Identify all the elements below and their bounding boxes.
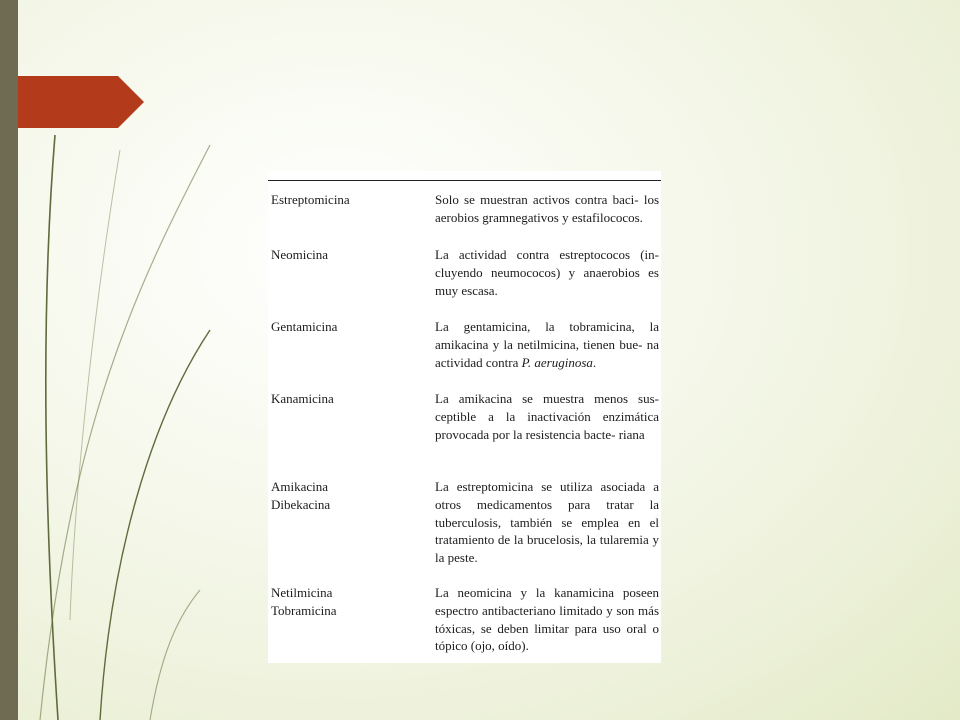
drug-description: Solo se muestran activos contra baci- los aerobios gramnegativos y estafilococos. [435, 192, 659, 225]
drug-description [435, 318, 659, 371]
drug-name: Netilmicina Tobramicina [271, 585, 337, 618]
drug-name: Gentamicina [271, 319, 338, 334]
drug-description: La estreptomicina se utiliza asociada a otros medicamentos para tratar la tuberculosis, también se emplea en el tratamiento de la brucelosis, la tularemia y la peste. [435, 479, 659, 566]
drug-description: La neomicina y la kanamicina poseen espectro antibacteriano limitado y son más tóxicas, se deben limitar para uso oral o tópico (ojo, oído). [435, 585, 659, 654]
description-text: La gentamicina, la tobramicina, la amikacina y la netilmicina, tienen bue- na actividad contra [435, 319, 659, 370]
drug-description: La actividad contra estreptococos (in- cluyendo neumococos) y anaerobios es muy escasa. [435, 247, 659, 298]
drug-description: La amikacina se muestra menos sus- ceptible a la inactivación enzimática provocada por la resistencia bacte- riana [435, 391, 659, 442]
drug-name: Amikacina Dibekacina [271, 479, 331, 512]
drug-name: Neomicina [271, 247, 329, 262]
decorative-lines [0, 0, 260, 720]
description-end: . [592, 354, 597, 370]
organism-name: P. aeruginosa [521, 354, 593, 370]
drug-name: Estreptomicina [271, 192, 350, 207]
table-top-rule [268, 180, 661, 181]
aminoglycoside-table [268, 171, 661, 663]
drug-name: Kanamicina [271, 391, 334, 406]
